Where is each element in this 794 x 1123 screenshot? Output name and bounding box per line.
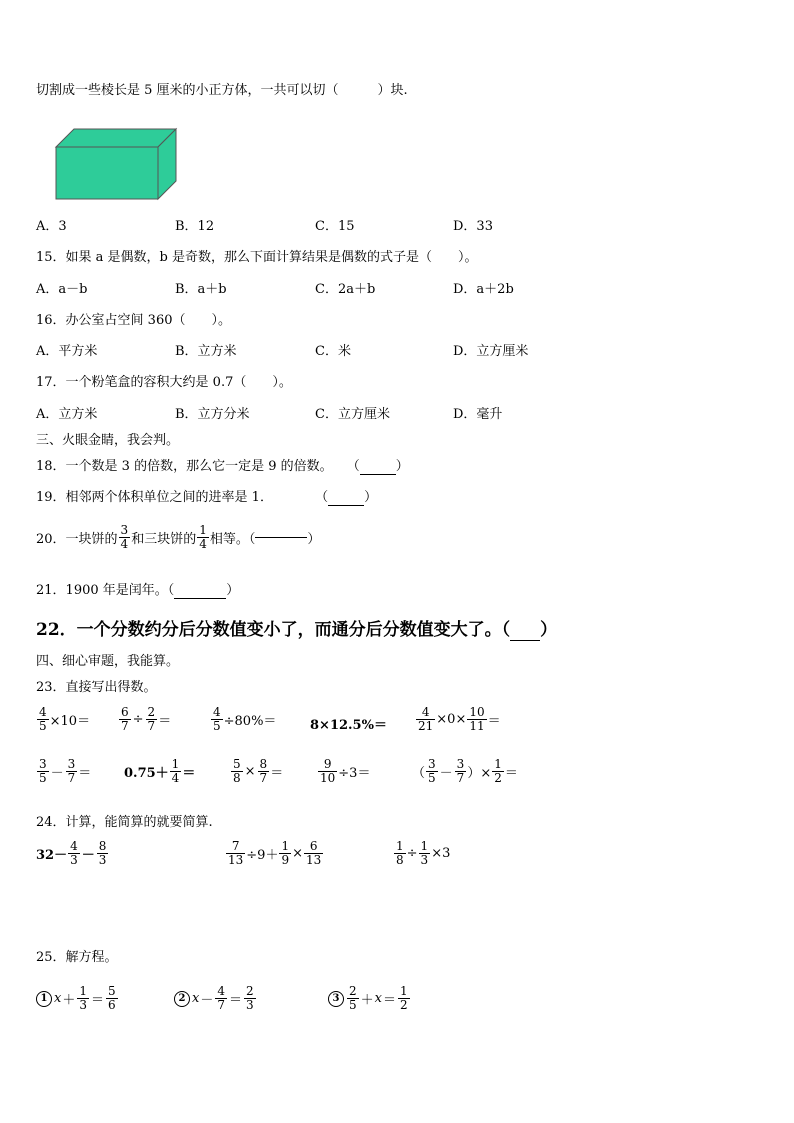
q18-paren-close: ） xyxy=(395,459,409,474)
operator: ＝ xyxy=(504,766,518,781)
numerator: 4 xyxy=(39,705,47,719)
numerator: 5 xyxy=(233,757,241,771)
q15-option-c[interactable]: C．2a＋b xyxy=(315,282,376,297)
numerator: 1 xyxy=(396,839,404,853)
operator: ÷3＝ xyxy=(338,766,371,781)
denominator: 2 xyxy=(400,998,408,1012)
numerator: 4 xyxy=(213,705,221,719)
equals: ＝ xyxy=(229,993,243,1008)
fraction xyxy=(416,706,435,733)
calc-item xyxy=(124,758,195,785)
paren: （ xyxy=(412,766,426,781)
cuboid-figure xyxy=(54,127,178,201)
calc-item xyxy=(393,840,450,867)
circled-number-icon: 2 xyxy=(174,991,190,1007)
calc-item xyxy=(412,758,518,785)
denominator: 7 xyxy=(121,719,129,733)
fraction xyxy=(119,706,131,733)
operator: ＋ xyxy=(62,993,76,1008)
q22-statement: 22．一个分数约分后分数值变小了，而通分后分数值变大了。（ xyxy=(36,620,511,640)
section-3-heading: 三、火眼金睛，我会判。 xyxy=(36,433,180,448)
denominator: 5 xyxy=(428,771,436,785)
intro-text: 切割成一些棱长是 5 厘米的小正方体，一共可以切（ ）块. xyxy=(36,83,408,98)
fraction xyxy=(398,985,410,1012)
numerator: 5 xyxy=(108,984,116,998)
operator: － xyxy=(81,848,95,863)
denominator: 4 xyxy=(199,537,207,551)
denominator: 3 xyxy=(98,853,107,867)
fraction-1-4 xyxy=(197,524,209,551)
numerator: 8 xyxy=(98,839,107,853)
q16-option-d[interactable]: D．立方厘米 xyxy=(453,344,529,359)
denominator: 5 xyxy=(213,719,221,733)
calc-item xyxy=(36,840,109,867)
fraction xyxy=(211,706,223,733)
operator: ÷9＋ xyxy=(246,848,279,863)
q19-paren-open: （ xyxy=(315,490,329,505)
denominator: 8 xyxy=(233,771,241,785)
q16-text: 16．办公室占空间 360（ ）。 xyxy=(36,313,231,328)
fraction xyxy=(170,758,182,785)
calc-item xyxy=(225,840,324,867)
operator: ×0× xyxy=(436,712,467,727)
q17-option-c[interactable]: C．立方厘米 xyxy=(315,407,390,422)
q19-paren-close: ） xyxy=(364,490,378,505)
q22-paren-close: ） xyxy=(540,620,558,640)
fraction xyxy=(304,840,323,867)
operator: ＝ xyxy=(182,766,196,781)
operator: ÷80%＝ xyxy=(223,714,277,729)
q20-answer-blank[interactable] xyxy=(255,537,307,538)
q21-answer-blank[interactable] xyxy=(174,598,226,599)
fraction xyxy=(77,985,89,1012)
operator: ÷ xyxy=(406,846,418,861)
numerator: 1 xyxy=(400,984,408,998)
circled-number-icon: 1 xyxy=(36,991,52,1007)
fraction xyxy=(68,840,80,867)
expression: 8×12.5%＝ xyxy=(310,718,387,733)
numerator: 1 xyxy=(281,839,290,853)
numerator: 1 xyxy=(494,757,502,771)
denominator: 13 xyxy=(228,853,244,867)
q16-option-c[interactable]: C．米 xyxy=(315,344,351,359)
q25-text: 25．解方程。 xyxy=(36,950,118,965)
denominator: 4 xyxy=(120,537,129,551)
q14-option-a[interactable]: A．3 xyxy=(36,219,67,234)
denominator: 13 xyxy=(306,853,322,867)
numerator: 3 xyxy=(428,757,436,771)
denominator: 3 xyxy=(420,853,429,867)
operator: ＋ xyxy=(360,993,374,1008)
operator: － xyxy=(439,766,453,781)
operator: － xyxy=(50,766,64,781)
numerator: 6 xyxy=(304,840,323,854)
equation-1 xyxy=(36,985,119,1012)
fraction xyxy=(467,706,486,733)
calc-item xyxy=(210,706,276,733)
denominator: 21 xyxy=(418,719,434,733)
variable-x: x xyxy=(374,991,382,1006)
q16-option-b[interactable]: B．立方米 xyxy=(175,344,237,359)
q18-answer-blank[interactable] xyxy=(360,474,396,475)
numerator: 3 xyxy=(120,523,129,537)
operator: × xyxy=(292,846,303,861)
calc-item xyxy=(230,758,283,785)
q16-option-a[interactable]: A．平方米 xyxy=(36,344,98,359)
q24-text: 24．计算，能简算的就要简算. xyxy=(36,815,213,830)
calc-item xyxy=(36,706,90,733)
numerator: 9 xyxy=(318,758,337,772)
q21-statement: 21．1900 年是闰年。（ xyxy=(36,583,175,598)
denominator: 3 xyxy=(79,998,87,1012)
fraction xyxy=(231,758,243,785)
denominator: 4 xyxy=(171,771,180,785)
q19-text xyxy=(36,490,377,506)
operator: ×10＝ xyxy=(49,714,91,729)
q20-paren-close: ） xyxy=(307,532,321,547)
q23-text: 23．直接写出得数。 xyxy=(36,680,157,695)
equation-2 xyxy=(174,985,257,1012)
denominator: 11 xyxy=(469,719,485,733)
fraction xyxy=(347,985,359,1012)
fraction xyxy=(318,758,337,785)
fraction xyxy=(492,758,504,785)
denominator: 7 xyxy=(67,771,76,785)
q21-paren-close: ） xyxy=(226,583,240,598)
numerator: 6 xyxy=(121,705,129,719)
operator: － xyxy=(200,993,214,1008)
numerator: 1 xyxy=(171,757,180,771)
operator: × xyxy=(244,764,256,779)
q17-option-b[interactable]: B．立方分米 xyxy=(175,407,250,422)
fraction xyxy=(455,758,467,785)
numerator: 4 xyxy=(70,839,78,853)
denominator: 3 xyxy=(246,998,254,1012)
numerator: 2 xyxy=(246,984,254,998)
numerator: 7 xyxy=(226,840,245,854)
circled-number-icon: 3 xyxy=(328,991,344,1007)
fraction xyxy=(215,985,227,1012)
q19-answer-blank[interactable] xyxy=(328,505,364,506)
operator: 32－ xyxy=(36,848,68,863)
numerator: 3 xyxy=(456,757,465,771)
numerator: 10 xyxy=(469,705,485,719)
operator: ÷ xyxy=(132,712,144,727)
fraction xyxy=(66,758,78,785)
q17-text: 17．一个粉笔盒的容积大约是 0.7（ ）。 xyxy=(36,375,292,390)
calc-item xyxy=(415,706,501,733)
q22-answer-blank[interactable] xyxy=(510,640,540,641)
denominator: 5 xyxy=(39,771,47,785)
numerator: 4 xyxy=(416,706,435,720)
fraction xyxy=(258,758,270,785)
fraction xyxy=(419,840,431,867)
equation-3 xyxy=(328,985,411,1012)
operator: ×3 xyxy=(431,846,451,861)
fraction xyxy=(37,706,49,733)
numerator: 4 xyxy=(217,984,225,998)
operator: ）× xyxy=(467,766,492,781)
denominator: 7 xyxy=(147,719,156,733)
numerator: 2 xyxy=(349,984,357,998)
denominator: 10 xyxy=(320,771,336,785)
fraction xyxy=(426,758,438,785)
numerator: 3 xyxy=(67,757,76,771)
q15-option-a[interactable]: A．a－b xyxy=(36,282,88,297)
q18-paren-open: （ xyxy=(346,459,360,474)
operator: ＝ xyxy=(158,714,172,729)
equals: ＝ xyxy=(91,993,105,1008)
numerator: 2 xyxy=(147,705,156,719)
fraction xyxy=(97,840,109,867)
denominator: 8 xyxy=(396,853,404,867)
q21-text xyxy=(36,583,239,599)
operator: ＝ xyxy=(270,766,284,781)
denominator: 7 xyxy=(217,998,225,1012)
calc-item xyxy=(317,758,370,785)
q20-row xyxy=(36,524,320,551)
variable-x: x xyxy=(192,991,200,1006)
q17-option-d[interactable]: D．毫升 xyxy=(453,407,503,422)
fraction xyxy=(279,840,291,867)
q20-text-pre: 20．一块饼的 xyxy=(36,532,118,547)
numerator: 3 xyxy=(39,757,47,771)
variable-x: x xyxy=(54,991,62,1006)
fraction xyxy=(244,985,256,1012)
operator: ＝ xyxy=(487,714,501,729)
q14-option-c[interactable]: C．15 xyxy=(315,219,355,234)
q17-option-a[interactable]: A．立方米 xyxy=(36,407,98,422)
calc-item xyxy=(118,706,171,733)
fraction xyxy=(37,758,49,785)
fraction xyxy=(394,840,406,867)
q20-text-mid: 和三块饼的 xyxy=(131,532,197,547)
denominator: 3 xyxy=(70,853,78,867)
operator: 0.75＋ xyxy=(124,766,169,781)
fraction-3-4 xyxy=(119,524,131,551)
equals: ＝ xyxy=(383,993,397,1008)
denominator: 5 xyxy=(349,998,357,1012)
numerator: 1 xyxy=(199,523,207,537)
denominator: 7 xyxy=(456,771,465,785)
calc-item xyxy=(310,714,387,733)
q15-option-b[interactable]: B．a＋b xyxy=(175,282,227,297)
q22-text xyxy=(36,619,557,641)
q19-statement: 19．相邻两个体积单位之间的进率是 1． xyxy=(36,490,273,505)
denominator: 5 xyxy=(39,719,47,733)
q20-text-post: 相等。（ xyxy=(209,532,256,547)
denominator: 2 xyxy=(494,771,502,785)
numerator: 1 xyxy=(79,984,87,998)
denominator: 7 xyxy=(259,771,268,785)
calc-item xyxy=(36,758,91,785)
fraction xyxy=(146,706,158,733)
denominator: 9 xyxy=(281,853,290,867)
numerator: 8 xyxy=(259,757,268,771)
q15-text: 15．如果 a 是偶数，b 是奇数，那么下面计算结果是偶数的式子是（ ）。 xyxy=(36,250,478,265)
numerator: 1 xyxy=(420,839,429,853)
operator: ＝ xyxy=(78,766,92,781)
denominator: 6 xyxy=(108,998,116,1012)
q18-statement: 18．一个数是 3 的倍数，那么它一定是 9 的倍数。 xyxy=(36,459,333,474)
q18-text xyxy=(36,459,409,475)
section-4-heading: 四、细心审题，我能算。 xyxy=(36,654,180,669)
fraction xyxy=(226,840,245,867)
q15-option-d[interactable]: D．a＋2b xyxy=(453,282,514,297)
q14-option-d[interactable]: D．33 xyxy=(453,219,493,234)
fraction xyxy=(106,985,118,1012)
q14-option-b[interactable]: B．12 xyxy=(175,219,215,234)
